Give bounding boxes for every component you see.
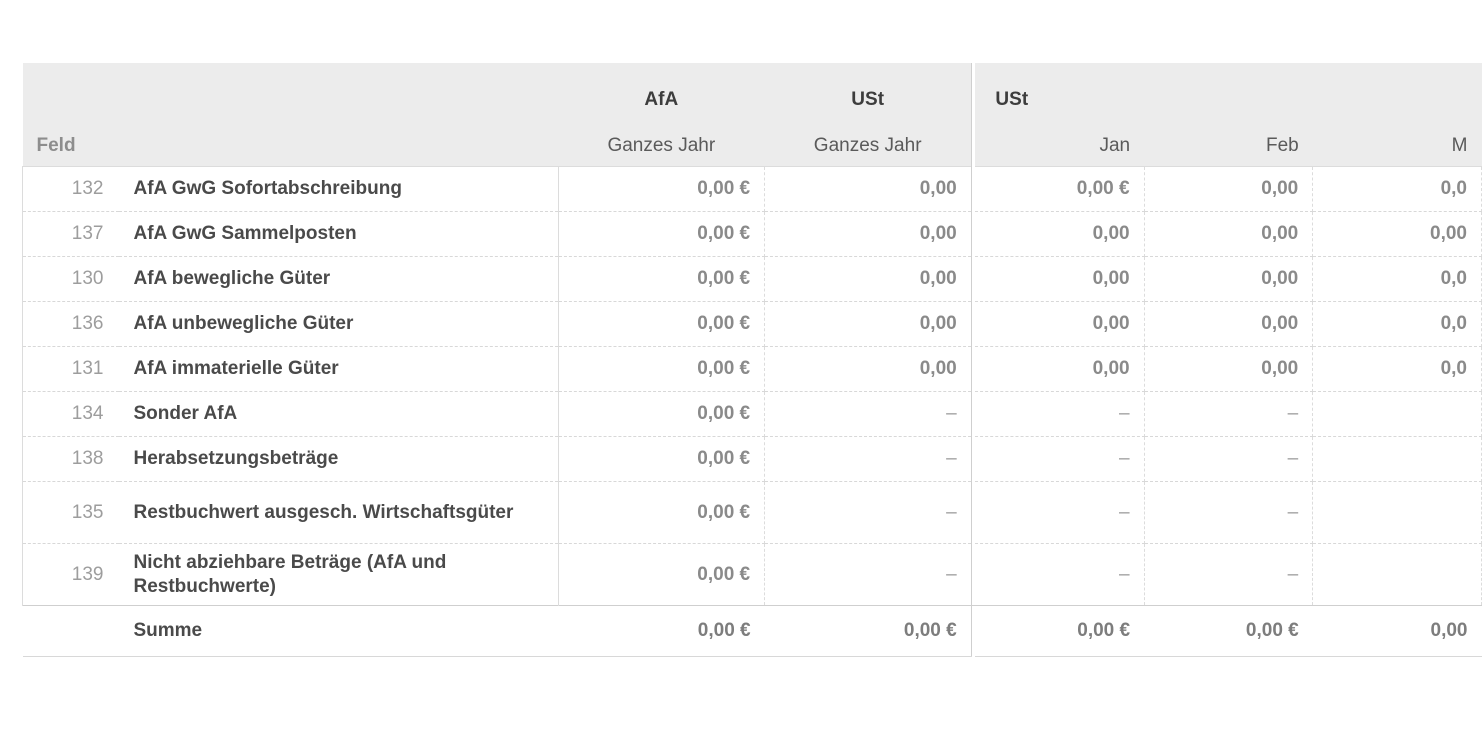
row-field-number: 130 xyxy=(23,257,120,302)
summary-afa-year-value: 0,00 € xyxy=(558,606,765,657)
header-sub-afa: Ganzes Jahr xyxy=(558,115,765,167)
row-ust-jan-value: – xyxy=(975,544,1144,606)
row-ust-jan-value: – xyxy=(975,437,1144,482)
row-ust-mar-value xyxy=(1313,392,1482,437)
row-label: AfA unbewegliche Güter xyxy=(119,302,558,347)
row-ust-year-value: 0,00 xyxy=(765,167,972,212)
table-row[interactable] xyxy=(23,544,1482,606)
row-afa-year-value: 0,00 € xyxy=(558,437,765,482)
row-ust-mar-value xyxy=(1313,544,1482,606)
table-row[interactable] xyxy=(23,347,1482,392)
row-ust-jan-value: 0,00 € xyxy=(975,167,1144,212)
row-ust-feb-value: – xyxy=(1144,482,1313,544)
row-ust-jan-value: – xyxy=(975,482,1144,544)
table-body xyxy=(23,167,1482,657)
row-afa-year-value: 0,00 € xyxy=(558,482,765,544)
row-ust-jan-value: 0,00 xyxy=(975,302,1144,347)
row-ust-year-value: – xyxy=(765,392,972,437)
row-ust-feb-value: – xyxy=(1144,437,1313,482)
header-sub-feld: Feld xyxy=(23,115,120,167)
row-ust-jan-value: 0,00 xyxy=(975,212,1144,257)
row-ust-year-value: 0,00 xyxy=(765,347,972,392)
row-ust-year-value: 0,00 xyxy=(765,257,972,302)
row-ust-year-value: 0,00 xyxy=(765,212,972,257)
row-afa-year-value: 0,00 € xyxy=(558,212,765,257)
header-group-afa: AfA xyxy=(558,63,765,115)
row-field-number: 138 xyxy=(23,437,120,482)
row-afa-year-value: 0,00 € xyxy=(558,392,765,437)
row-ust-mar-value: 0,0 xyxy=(1313,347,1482,392)
afa-ust-table xyxy=(22,63,1482,657)
summary-ust-year-value: 0,00 € xyxy=(765,606,972,657)
header-sub-month-jan: Jan xyxy=(975,115,1144,167)
row-ust-jan-value: 0,00 xyxy=(975,257,1144,302)
table-row[interactable] xyxy=(23,302,1482,347)
row-ust-feb-value: 0,00 xyxy=(1144,347,1313,392)
row-label: AfA GwG Sammelposten xyxy=(119,212,558,257)
row-afa-year-value: 0,00 € xyxy=(558,544,765,606)
row-ust-feb-value: – xyxy=(1144,392,1313,437)
row-label: Restbuchwert ausgesch. Wirtschaftsgüter xyxy=(119,482,558,544)
header-sub-row xyxy=(23,115,1482,167)
row-label: Sonder AfA xyxy=(119,392,558,437)
summary-field-number xyxy=(23,606,120,657)
row-ust-feb-value: 0,00 xyxy=(1144,167,1313,212)
table-header xyxy=(23,63,1482,167)
row-field-number: 132 xyxy=(23,167,120,212)
table-row[interactable] xyxy=(23,392,1482,437)
row-field-number: 135 xyxy=(23,482,120,544)
header-sub-label xyxy=(119,115,558,167)
table-scroll-container[interactable] xyxy=(22,63,1468,657)
row-ust-jan-value: 0,00 xyxy=(975,347,1144,392)
row-ust-year-value: – xyxy=(765,544,972,606)
table-row[interactable] xyxy=(23,212,1482,257)
row-ust-feb-value: – xyxy=(1144,544,1313,606)
row-ust-year-value: – xyxy=(765,437,972,482)
header-sub-month-feb: Feb xyxy=(1144,115,1313,167)
header-group-label xyxy=(119,63,558,115)
row-ust-jan-value: – xyxy=(975,392,1144,437)
table-row[interactable] xyxy=(23,482,1482,544)
row-ust-mar-value: 0,0 xyxy=(1313,302,1482,347)
row-afa-year-value: 0,00 € xyxy=(558,167,765,212)
row-label: AfA GwG Sofortabschreibung xyxy=(119,167,558,212)
row-field-number: 134 xyxy=(23,392,120,437)
row-label: Herabsetzungsbeträge xyxy=(119,437,558,482)
row-ust-mar-value: 0,0 xyxy=(1313,257,1482,302)
header-sub-month-mar: M xyxy=(1313,115,1482,167)
row-field-number: 137 xyxy=(23,212,120,257)
row-ust-feb-value: 0,00 xyxy=(1144,302,1313,347)
header-group-ust-months: USt xyxy=(975,63,1481,115)
row-label: AfA bewegliche Güter xyxy=(119,257,558,302)
row-ust-mar-value: 0,00 xyxy=(1313,212,1482,257)
table-row[interactable] xyxy=(23,437,1482,482)
row-afa-year-value: 0,00 € xyxy=(558,302,765,347)
row-label: AfA immaterielle Güter xyxy=(119,347,558,392)
table-summary-row xyxy=(23,606,1482,657)
row-ust-feb-value: 0,00 xyxy=(1144,257,1313,302)
summary-ust-mar-value: 0,00 xyxy=(1313,606,1482,657)
summary-ust-feb-value: 0,00 € xyxy=(1144,606,1313,657)
row-ust-mar-value: 0,0 xyxy=(1313,167,1482,212)
row-ust-year-value: 0,00 xyxy=(765,302,972,347)
table-row[interactable] xyxy=(23,167,1482,212)
header-group-feld xyxy=(23,63,120,115)
row-afa-year-value: 0,00 € xyxy=(558,347,765,392)
row-field-number: 139 xyxy=(23,544,120,606)
summary-ust-jan-value: 0,00 € xyxy=(975,606,1144,657)
row-ust-mar-value xyxy=(1313,437,1482,482)
row-label: Nicht abziehbare Beträge (AfA und Restbuchwerte) xyxy=(119,544,558,606)
header-sub-ust-year: Ganzes Jahr xyxy=(765,115,972,167)
row-ust-mar-value xyxy=(1313,482,1482,544)
header-group-ust-year: USt xyxy=(765,63,972,115)
row-field-number: 131 xyxy=(23,347,120,392)
table-row[interactable] xyxy=(23,257,1482,302)
row-ust-year-value: – xyxy=(765,482,972,544)
header-group-row xyxy=(23,63,1482,115)
summary-label: Summe xyxy=(119,606,558,657)
row-afa-year-value: 0,00 € xyxy=(558,257,765,302)
row-field-number: 136 xyxy=(23,302,120,347)
row-ust-feb-value: 0,00 xyxy=(1144,212,1313,257)
